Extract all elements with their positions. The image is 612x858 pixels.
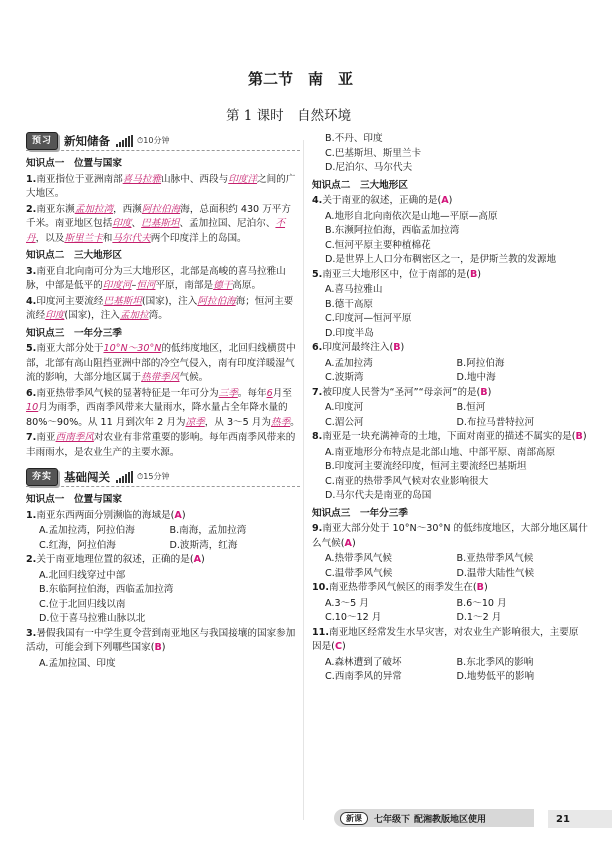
option: D.印度半岛 [325, 327, 374, 339]
preview-title: 新知储备 [64, 133, 111, 148]
basic-q5: 5.南亚三大地形区中，位于南部的是(B) [312, 268, 482, 280]
option: B.6～10 月 [456, 597, 507, 609]
basic-q3: 3.暑假我国有一中学生夏令营到南亚地区与我国接壤的国家参加活动，可能会到下列哪些国家(B) [26, 627, 296, 653]
kp3-title: 知识点三 一年分三季 [26, 327, 122, 339]
option: C.波斯湾 [325, 372, 364, 383]
preview-q4: 4.印度河主要流经巴基斯坦(国家)，注入阿拉伯海海；恒河主要流经印度(国家)，注入孟加拉湾。 [26, 295, 294, 321]
basic-title: 基础闯关 [64, 469, 111, 484]
section-title: 第二节 南 亚 [248, 70, 354, 88]
page-number: 21 [548, 810, 612, 828]
option: C.巴基斯坦、斯里兰卡 [325, 147, 422, 159]
basic-q6-options [312, 357, 588, 372]
right-column [312, 132, 588, 685]
column-divider [303, 140, 304, 820]
option: C.南亚的热带季风气候对农业影响很大 [325, 475, 489, 487]
preview-q2: 2.南亚东濒孟加拉湾，西濒阿拉伯海海，总面积约 430 万平方千米。南亚地区包括印度、巴基斯坦、孟加拉国、尼泊尔、不丹，以及斯里兰卡和马尔代夫两个印度洋上的岛国。 [26, 203, 291, 244]
basic-q9: 9.南亚大部分处于 10°N～30°N 的低纬度地区，大部分地区属什么气候(A) [312, 523, 588, 549]
option: B.印度河主要流经印度，恒河主要流经巴基斯坦 [325, 461, 527, 472]
basic-kp1-title: 知识点一 位置与国家 [26, 494, 122, 505]
basic-q8: 8.南亚是一块充满神奇的土地，下面对南亚的描述不属实的是(B) [312, 431, 587, 442]
option: A.印度河 [325, 402, 364, 413]
basic-q6-options-2 [312, 371, 588, 386]
preview-q5: 5.南亚大部分处于10°N～30°N的低纬度地区，北回归线横贯中部，北部有高山阻挡亚洲中部的冷空气侵入，南有印度洋暖湿气流的影响，大部分地区属于热带季风气候。 [26, 343, 296, 383]
brand-logo: 新课 [340, 812, 368, 825]
kp1-title: 知识点一 位置与国家 [26, 158, 122, 169]
option: A.孟加拉湾 [325, 357, 373, 369]
left-column [26, 132, 300, 671]
progress-bars-icon [116, 135, 133, 147]
option: B.不丹、印度 [325, 133, 383, 144]
option: C.印度河—恒河平原 [325, 313, 412, 324]
option: A.3～5 月 [325, 597, 369, 609]
basic-q11-options-2 [312, 670, 588, 685]
option: C.温带季风气候 [325, 567, 393, 579]
option: A.热带季风气候 [325, 553, 393, 564]
option: C.西南季风的异常 [325, 671, 402, 682]
clock-icon: ⏱ [137, 135, 144, 145]
basic-q1: 1.南亚东西两面分别濒临的海域是(A) [26, 509, 186, 521]
basic-timer: 15分钟 [143, 471, 170, 481]
option: D.温带大陆性气候 [456, 567, 535, 579]
basic-q1-options-2 [26, 539, 300, 554]
basic-q7-options [312, 401, 588, 416]
basic-q10: 10.南亚热带季风气候区的雨季发生在(B) [312, 582, 488, 593]
basic-q2: 2.关于南亚地理位置的叙述，正确的是(A) [26, 554, 205, 565]
option: B.东北季风的影响 [456, 656, 534, 668]
basic-q1-options [26, 524, 300, 539]
preview-q7: 7.南亚西南季风对农业有非常重要的影响。每年西南季风带来的丰雨雨水，是农业生产的主要水源。 [26, 432, 296, 458]
option: D.位于喜马拉雅山脉以北 [39, 613, 146, 624]
preview-q3: 3.南亚自北向南可分为三大地形区，北部是高峻的喜马拉雅山脉，中部是低平的印度河–恒河平原，南部是德干高原。 [26, 265, 286, 291]
basic-section-header [26, 468, 300, 487]
preview-q6: 6.南亚热带季风气候的显著特征是一年可分为三季。每年6月至10月为雨季，西南季风带来大量雨水，降水量占全年降水量的 80%～90%。从 11 月到次年 2 月为凉季，从 3～5 月为热季。 [26, 387, 300, 428]
basic-q7-options-2 [312, 416, 588, 431]
basic-q9-options-2 [312, 567, 588, 582]
option: C.红海，阿拉伯海 [39, 539, 116, 551]
basic-q11: 11.南亚地区经常发生水旱灾害，对农业生产影响很大，主要原因是(C) [312, 626, 579, 652]
option: D.尼泊尔、马尔代夫 [325, 162, 413, 173]
option: B.南海，孟加拉湾 [169, 525, 247, 536]
basic-badge: 夯实 [26, 468, 58, 487]
option: B.恒河 [456, 402, 486, 413]
kp2-title: 知识点二 三大地形区 [26, 250, 122, 261]
option: C.湄公河 [325, 416, 364, 428]
basic-kp3-title: 知识点三 一年分三季 [312, 507, 408, 519]
option: A.孟加拉国、印度 [39, 657, 116, 669]
option: B.德干高原 [325, 298, 374, 310]
basic-q6: 6.印度河最终注入(B) [312, 342, 405, 353]
preview-badge: 预习 [26, 132, 58, 151]
option: D.马尔代夫是南亚的岛国 [325, 490, 432, 501]
option: A.孟加拉湾，阿拉伯海 [39, 525, 135, 536]
option: A.北回归线穿过中部 [39, 569, 126, 581]
basic-q7: 7.被印度人民誉为“圣河”“母亲河”的是(B) [312, 386, 492, 398]
basic-q10-options [312, 597, 588, 612]
option: A.南亚地形分布特点是北部山地、中部平原、南部高原 [325, 446, 556, 458]
progress-bars-icon [116, 471, 133, 483]
basic-kp2-title: 知识点二 三大地形区 [312, 179, 408, 191]
lesson-title: 第 1 课时 自然环境 [226, 108, 352, 124]
option: A.喜马拉雅山 [325, 284, 383, 295]
basic-q9-options [312, 552, 588, 567]
option: B.东濒阿拉伯海，西临孟加拉湾 [325, 225, 460, 236]
option: C.恒河平原主要种植棉花 [325, 239, 431, 251]
option: B.东临阿拉伯海，西临孟加拉湾 [39, 584, 174, 595]
option: D.波斯湾，红海 [169, 539, 238, 551]
edition-label: 配湘教版地区使用 [414, 814, 487, 825]
preview-q1: 1.南亚指位于亚洲南部喜马拉雅山脉中、西段与印度洋之间的广大地区。 [26, 173, 296, 199]
option: B.阿拉伯海 [456, 357, 505, 369]
preview-section-header [26, 132, 300, 151]
option: D.地中海 [456, 372, 496, 383]
option: D.地势低平的影响 [456, 671, 535, 682]
grade-label: 七年级下 [374, 814, 411, 825]
basic-q4: 4.关于南亚的叙述，正确的是(A) [312, 195, 453, 206]
basic-q10-options-2 [312, 611, 588, 626]
option: D.布拉马普特拉河 [456, 416, 535, 428]
option: D.1～2 月 [456, 612, 502, 623]
clock-icon: ⏱ [137, 471, 144, 481]
option: C.10～12 月 [325, 612, 382, 623]
option: D.是世界上人口分布稠密区之一，是伊斯兰教的发源地 [325, 254, 557, 265]
footer-banner [334, 809, 534, 827]
option: A.森林遭到了破坏 [325, 656, 402, 668]
option: A.地形自北向南依次是山地—平原—高原 [325, 210, 498, 222]
preview-timer: 10分钟 [143, 135, 170, 145]
option: B.亚热带季风气候 [456, 553, 534, 564]
option: C.位于北回归线以南 [39, 598, 126, 610]
basic-q11-options [312, 656, 588, 671]
